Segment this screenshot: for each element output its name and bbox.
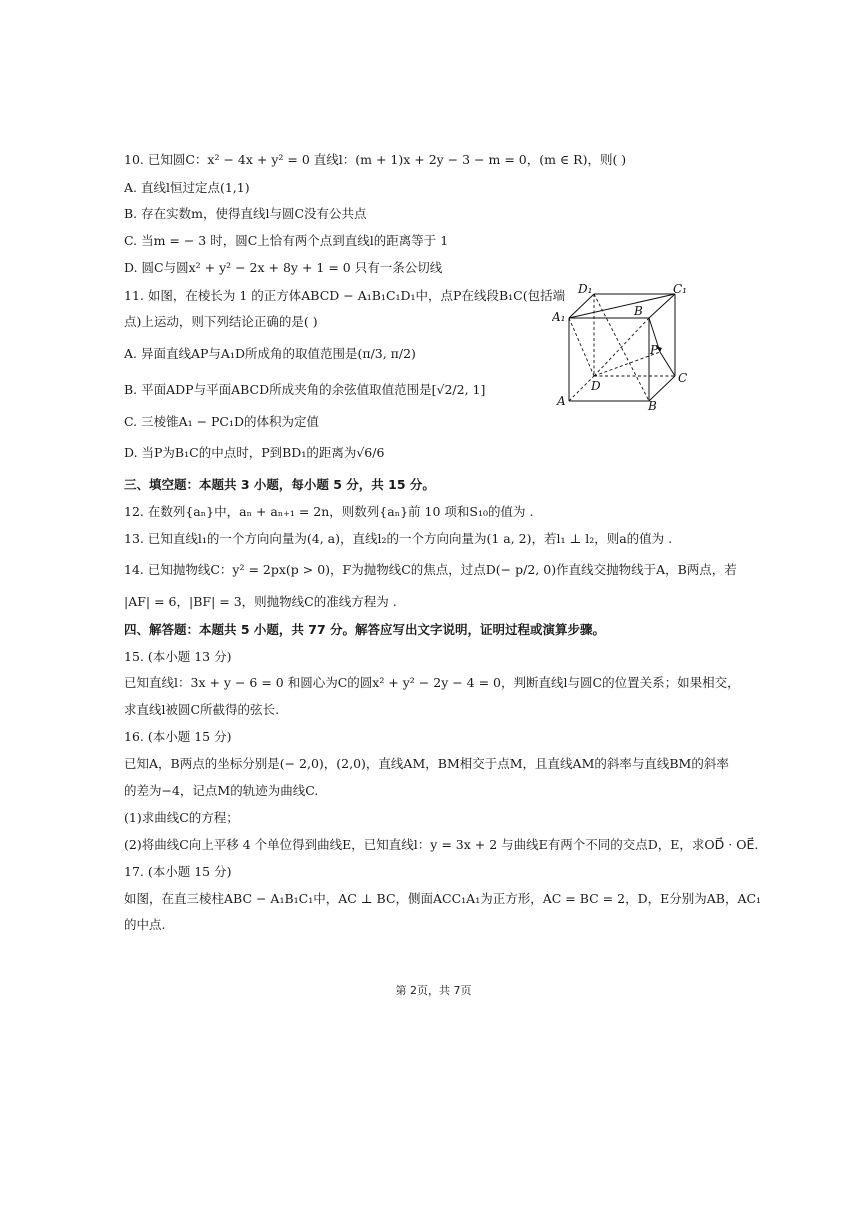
edge-a1d1 bbox=[569, 294, 594, 318]
question-10-option-a: A. 直线l恒过定点(1,1) bbox=[124, 180, 250, 195]
question-16-part2: (2)将曲线C向上平移 4 个单位得到曲线E，已知直线l：y = 3x + 2 与曲线E有两个不同的交点D，E，求OD⃗ · OE⃗. bbox=[124, 837, 759, 852]
label-b1: B bbox=[634, 304, 643, 318]
hidden-segment-db1 bbox=[594, 318, 649, 376]
question-16-line1: 已知A，B两点的坐标分别是(− 2,0)，(2,0)，直线AM，BM相交于点M，且直线AM的斜率与直线BM的斜率 bbox=[124, 756, 729, 771]
question-10-option-d: D. 圆C与圆x² + y² − 2x + 8y + 1 = 0 只有一条公切线 bbox=[124, 260, 443, 275]
label-a1: A₁ bbox=[552, 310, 566, 324]
question-16-line2: 的差为−4，记点M的轨迹为曲线C. bbox=[124, 783, 319, 798]
question-17-header: 17. (本小题 15 分) bbox=[124, 864, 232, 879]
question-10-stem: 10. 已知圆C：x² − 4x + y² = 0 直线l：(m + 1)x + 2y − 3 − m = 0，(m ∈ R)，则( ) bbox=[124, 152, 627, 167]
label-c1: C₁ bbox=[673, 282, 687, 296]
question-15-line1: 已知直线l：3x + y − 6 = 0 和圆心为C的圆x² + y² − 2y − 4 = 0，判断直线l与圆C的位置关系；如果相交， bbox=[124, 675, 740, 690]
question-12: 12. 在数列{aₙ}中，aₙ + aₙ₊₁ = 2n，则数列{aₙ}前 10 项和S₁₀的值为 . bbox=[124, 504, 534, 519]
question-17-line2: 的中点. bbox=[124, 917, 166, 932]
question-15-line2: 求直线l被圆C所截得的弦长. bbox=[124, 702, 280, 717]
question-16-part1: (1)求曲线C的方程； bbox=[124, 810, 239, 825]
question-11-stem-line2: 点)上运动，则下列结论正确的是( ) bbox=[124, 314, 318, 329]
question-13: 13. 已知直线l₁的一个方向向量为(4, a)，直线l₂的一个方向向量为(1 a, 2)，若l₁ ⊥ l₂，则a的值为 . bbox=[124, 531, 673, 546]
question-11-option-b: B. 平面ADP与平面ABCD所成夹角的余弦值取值范围是[√2/2, 1] bbox=[124, 382, 486, 397]
cube-figure bbox=[552, 282, 702, 414]
label-c: C bbox=[678, 371, 688, 385]
question-14-line1: 14. 已知抛物线C：y² = 2px(p > 0)，F为抛物线C的焦点，过点D(− p/2, 0)作直线交抛物线于A，B两点，若 bbox=[124, 562, 737, 577]
question-11-option-a: A. 异面直线AP与A₁D所成角的取值范围是(π/3, π/2) bbox=[124, 346, 416, 361]
question-11-option-d: D. 当P为B₁C的中点时，P到BD₁的距离为√6/6 bbox=[124, 445, 385, 460]
question-11-stem-line1: 11. 如图，在棱长为 1 的正方体ABCD − A₁B₁C₁D₁中，点P在线段B₁C(包括端 bbox=[124, 288, 566, 303]
question-15-header: 15. (本小题 13 分) bbox=[124, 649, 232, 664]
hidden-segment-a1d bbox=[569, 318, 594, 376]
segment-pc bbox=[660, 352, 675, 376]
label-d: D bbox=[591, 379, 601, 393]
question-14-line2: |AF| = 6，|BF| = 3，则抛物线C的准线方程为 . bbox=[124, 594, 397, 609]
section-3-heading: 三、填空题：本题共 3 小题，每小题 5 分，共 15 分。 bbox=[124, 477, 435, 492]
question-10-option-b: B. 存在实数m，使得直线l与圆C没有公共点 bbox=[124, 206, 367, 221]
label-p: P bbox=[650, 343, 659, 357]
diagonal-a1c1 bbox=[569, 294, 675, 318]
label-b: B bbox=[648, 399, 657, 413]
section-4-heading: 四、解答题：本题共 5 小题，共 77 分。解答应写出文字说明，证明过程或演算步骤。 bbox=[124, 622, 606, 637]
question-16-header: 16. (本小题 15 分) bbox=[124, 729, 232, 744]
page-footer: 第 2页，共 7页 bbox=[395, 984, 472, 997]
question-17-line1: 如图，在直三棱柱ABC − A₁B₁C₁中，AC ⊥ BC，侧面ACC₁A₁为正方形，AC = BC = 2，D，E分别为AB，AC₁ bbox=[124, 891, 762, 906]
edge-c1b1 bbox=[649, 294, 675, 318]
label-d1: D₁ bbox=[578, 282, 593, 296]
question-11-option-c: C. 三棱锥A₁ − PC₁D的体积为定值 bbox=[124, 414, 320, 429]
question-10-option-c: C. 当m = − 3 时，圆C上恰有两个点到直线l的距离等于 1 bbox=[124, 233, 449, 248]
edge-cb bbox=[649, 376, 675, 401]
label-a: A bbox=[557, 394, 566, 408]
